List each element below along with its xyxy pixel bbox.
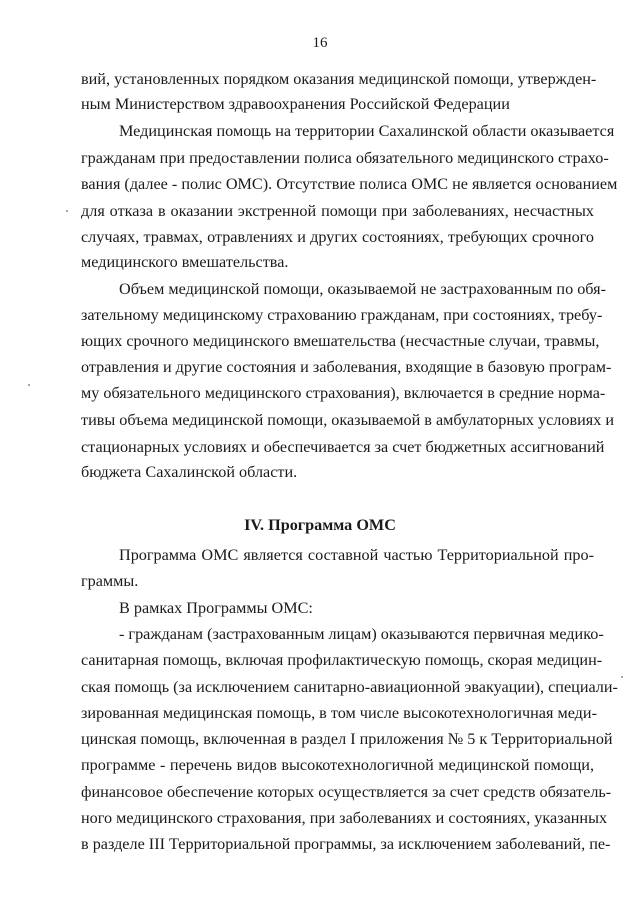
text-line: ющих срочного медицинского вмешательства (несчастные случаи, травмы, [81, 332, 600, 350]
text-line: му обязательного медицинского страхования), включается в средние норма- [81, 384, 606, 402]
text-line: Объем медицинской помощи, оказываемой не застрахованным по обя- [119, 280, 606, 298]
text-line: санитарная помощь, включая профилактическую помощь, скорая медицин- [81, 651, 603, 669]
text-line: вания (далее - полис ОМС). Отсутствие полиса ОМС не является основанием [81, 175, 618, 193]
text-line: бюджета Сахалинской области. [81, 463, 298, 481]
text-line: стационарных условиях и обеспечивается за счет бюджетных ассигнований [81, 438, 605, 456]
text-line: программе - перечень видов высокотехнологичной медицинской помощи, [81, 756, 594, 774]
text-line: В рамках Программы ОМС: [119, 599, 313, 617]
text-line: в разделе III Территориальной программы, за исключением заболеваний, пе- [81, 835, 611, 853]
text-line: Медицинская помощь на территории Сахалинской области оказывается [119, 122, 615, 140]
text-line: зированная медицинская помощь, в том числе высокотехнологичная меди- [81, 704, 597, 722]
text-line: гражданам при предоставлении полиса обязательного медицинского страхо- [81, 149, 609, 167]
text-line: финансовое обеспечение которых осуществляется за счет средств обязатель- [81, 783, 612, 801]
text-line: для отказа в оказании экстренной помощи при заболеваниях, несчастных [81, 202, 594, 220]
text-line: тивы объема медицинской помощи, оказываемой в амбулаторных условиях и [81, 411, 614, 429]
text-line: Программа ОМС является составной частью Территориальной про- [119, 546, 594, 564]
text-line: ская помощь (за исключением санитарно-авиационной эвакуации), специали- [81, 678, 618, 696]
text-line: случаях, травмах, отравлениях и других состояниях, требующих срочного [81, 228, 594, 246]
page-number: 16 [312, 35, 328, 51]
text-line: цинская помощь, включенная в раздел I приложения № 5 к Территориальной [81, 730, 613, 748]
section-heading: IV. Программа ОМС [244, 516, 396, 534]
text-line: отравления и другие состояния и заболевания, входящие в базовую програм- [81, 358, 612, 376]
text-line: ным Министерством здравоохранения Российской Федерации [81, 95, 510, 113]
text-line: зательному медицинскому страхованию гражданам, при состояниях, требу- [81, 306, 603, 324]
text-line: граммы. [81, 572, 139, 590]
text-line: вий, установленных порядком оказания медицинской помощи, утвержден- [81, 70, 597, 88]
text-line: ного медицинского страхования, при заболеваниях и состояниях, указанных [81, 809, 608, 827]
text-line: медицинского вмешательства. [81, 253, 289, 271]
text-line: - гражданам (застрахованным лицам) оказываются первичная медико- [119, 625, 604, 643]
scan-speck [66, 210, 68, 212]
scan-speck [28, 384, 30, 386]
scan-speck [621, 676, 623, 678]
